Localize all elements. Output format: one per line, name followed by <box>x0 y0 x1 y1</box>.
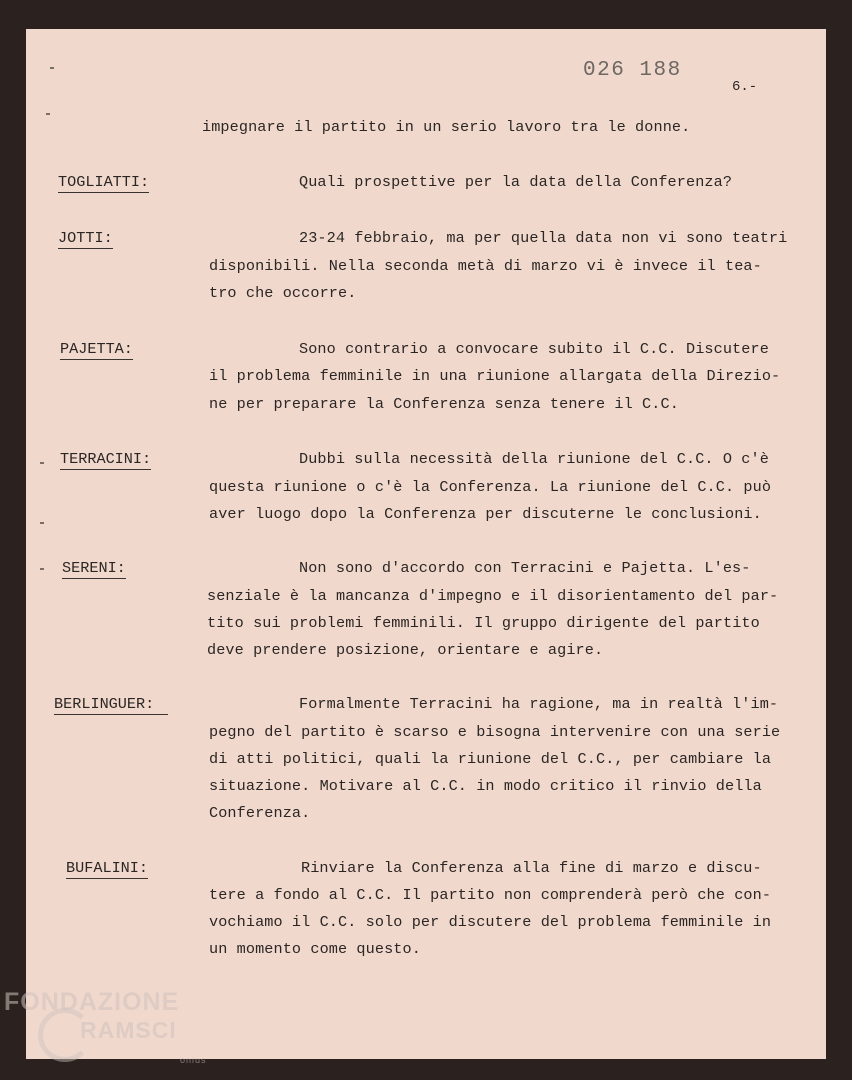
speech-line: ne per preparare la Conferenza senza tenere il C.C. <box>209 395 679 413</box>
speech-line: Sono contrario a convocare subito il C.C. Discutere <box>299 340 769 358</box>
speech-line: il problema femminile in una riunione allargata della Direzio- <box>209 367 781 385</box>
speech-line: disponibili. Nella seconda metà di marzo vi è invece il tea- <box>209 257 762 275</box>
speech-line: situazione. Motivare al C.C. in modo critico il rinvio della <box>209 777 762 795</box>
fondazione-gramsci-watermark <box>4 988 207 1065</box>
speaker-name: BUFALINI: <box>66 859 149 877</box>
intro-line: impegnare il partito in un serio lavoro tra le donne. <box>202 118 691 136</box>
speech-line: tito sui problemi femminili. Il gruppo dirigente del partito <box>207 614 760 632</box>
margin-mark <box>46 113 50 115</box>
speech-line: Formalmente Terracini ha ragione, ma in realtà l'im- <box>299 695 779 713</box>
speech-line: pegno del partito è scarso e bisogna intervenire con una serie <box>209 723 781 741</box>
margin-mark <box>50 67 54 69</box>
speaker-name: JOTTI: <box>58 229 113 247</box>
archive-number: 026 188 <box>583 59 682 82</box>
speech-line: un momento come questo. <box>209 940 421 958</box>
speech-line: deve prendere posizione, orientare e agire. <box>207 641 604 659</box>
speaker-name: TERRACINI: <box>60 450 152 468</box>
speech-line: tro che occorre. <box>209 284 357 302</box>
margin-mark <box>40 522 44 524</box>
speech-line: questa riunione o c'è la Conferenza. La riunione del C.C. può <box>209 478 772 496</box>
speech-line: senziale è la mancanza d'impegno e il disorientamento del par- <box>207 587 779 605</box>
speech-line: Conferenza. <box>209 804 311 822</box>
speech-line: aver luogo dopo la Conferenza per discuterne le conclusioni. <box>209 505 762 523</box>
speech-line: Non sono d'accordo con Terracini e Pajetta. L'es- <box>299 559 751 577</box>
speech-line: 23-24 febbraio, ma per quella data non vi sono teatri <box>299 229 788 247</box>
document-page <box>26 29 826 1059</box>
speech-line: Dubbi sulla necessità della riunione del C.C. O c'è <box>299 450 769 468</box>
watermark-small: onlus <box>180 1055 207 1065</box>
watermark-line2: RAMSCI <box>80 1017 177 1043</box>
speaker-name: TOGLIATTI: <box>58 173 150 191</box>
speech-line: vochiamo il C.C. solo per discutere del problema femminile in <box>209 913 772 931</box>
speech-line: tere a fondo al C.C. Il partito non comprenderà però che con- <box>209 886 772 904</box>
speaker-name: BERLINGUER: <box>54 694 168 715</box>
watermark-line1: FONDAZIONE <box>4 988 180 1016</box>
speaker-name: SERENI: <box>62 559 126 577</box>
page-number: 6.- <box>732 79 758 95</box>
margin-mark <box>40 462 44 464</box>
speaker-name: PAJETTA: <box>60 340 133 358</box>
speech-line: Quali prospettive per la data della Conferenza? <box>299 173 733 191</box>
speech-line: di atti politici, quali la riunione del C.C., per cambiare la <box>209 750 772 768</box>
margin-mark <box>40 568 44 570</box>
speech-line: Rinviare la Conferenza alla fine di marzo e discu- <box>301 859 762 877</box>
